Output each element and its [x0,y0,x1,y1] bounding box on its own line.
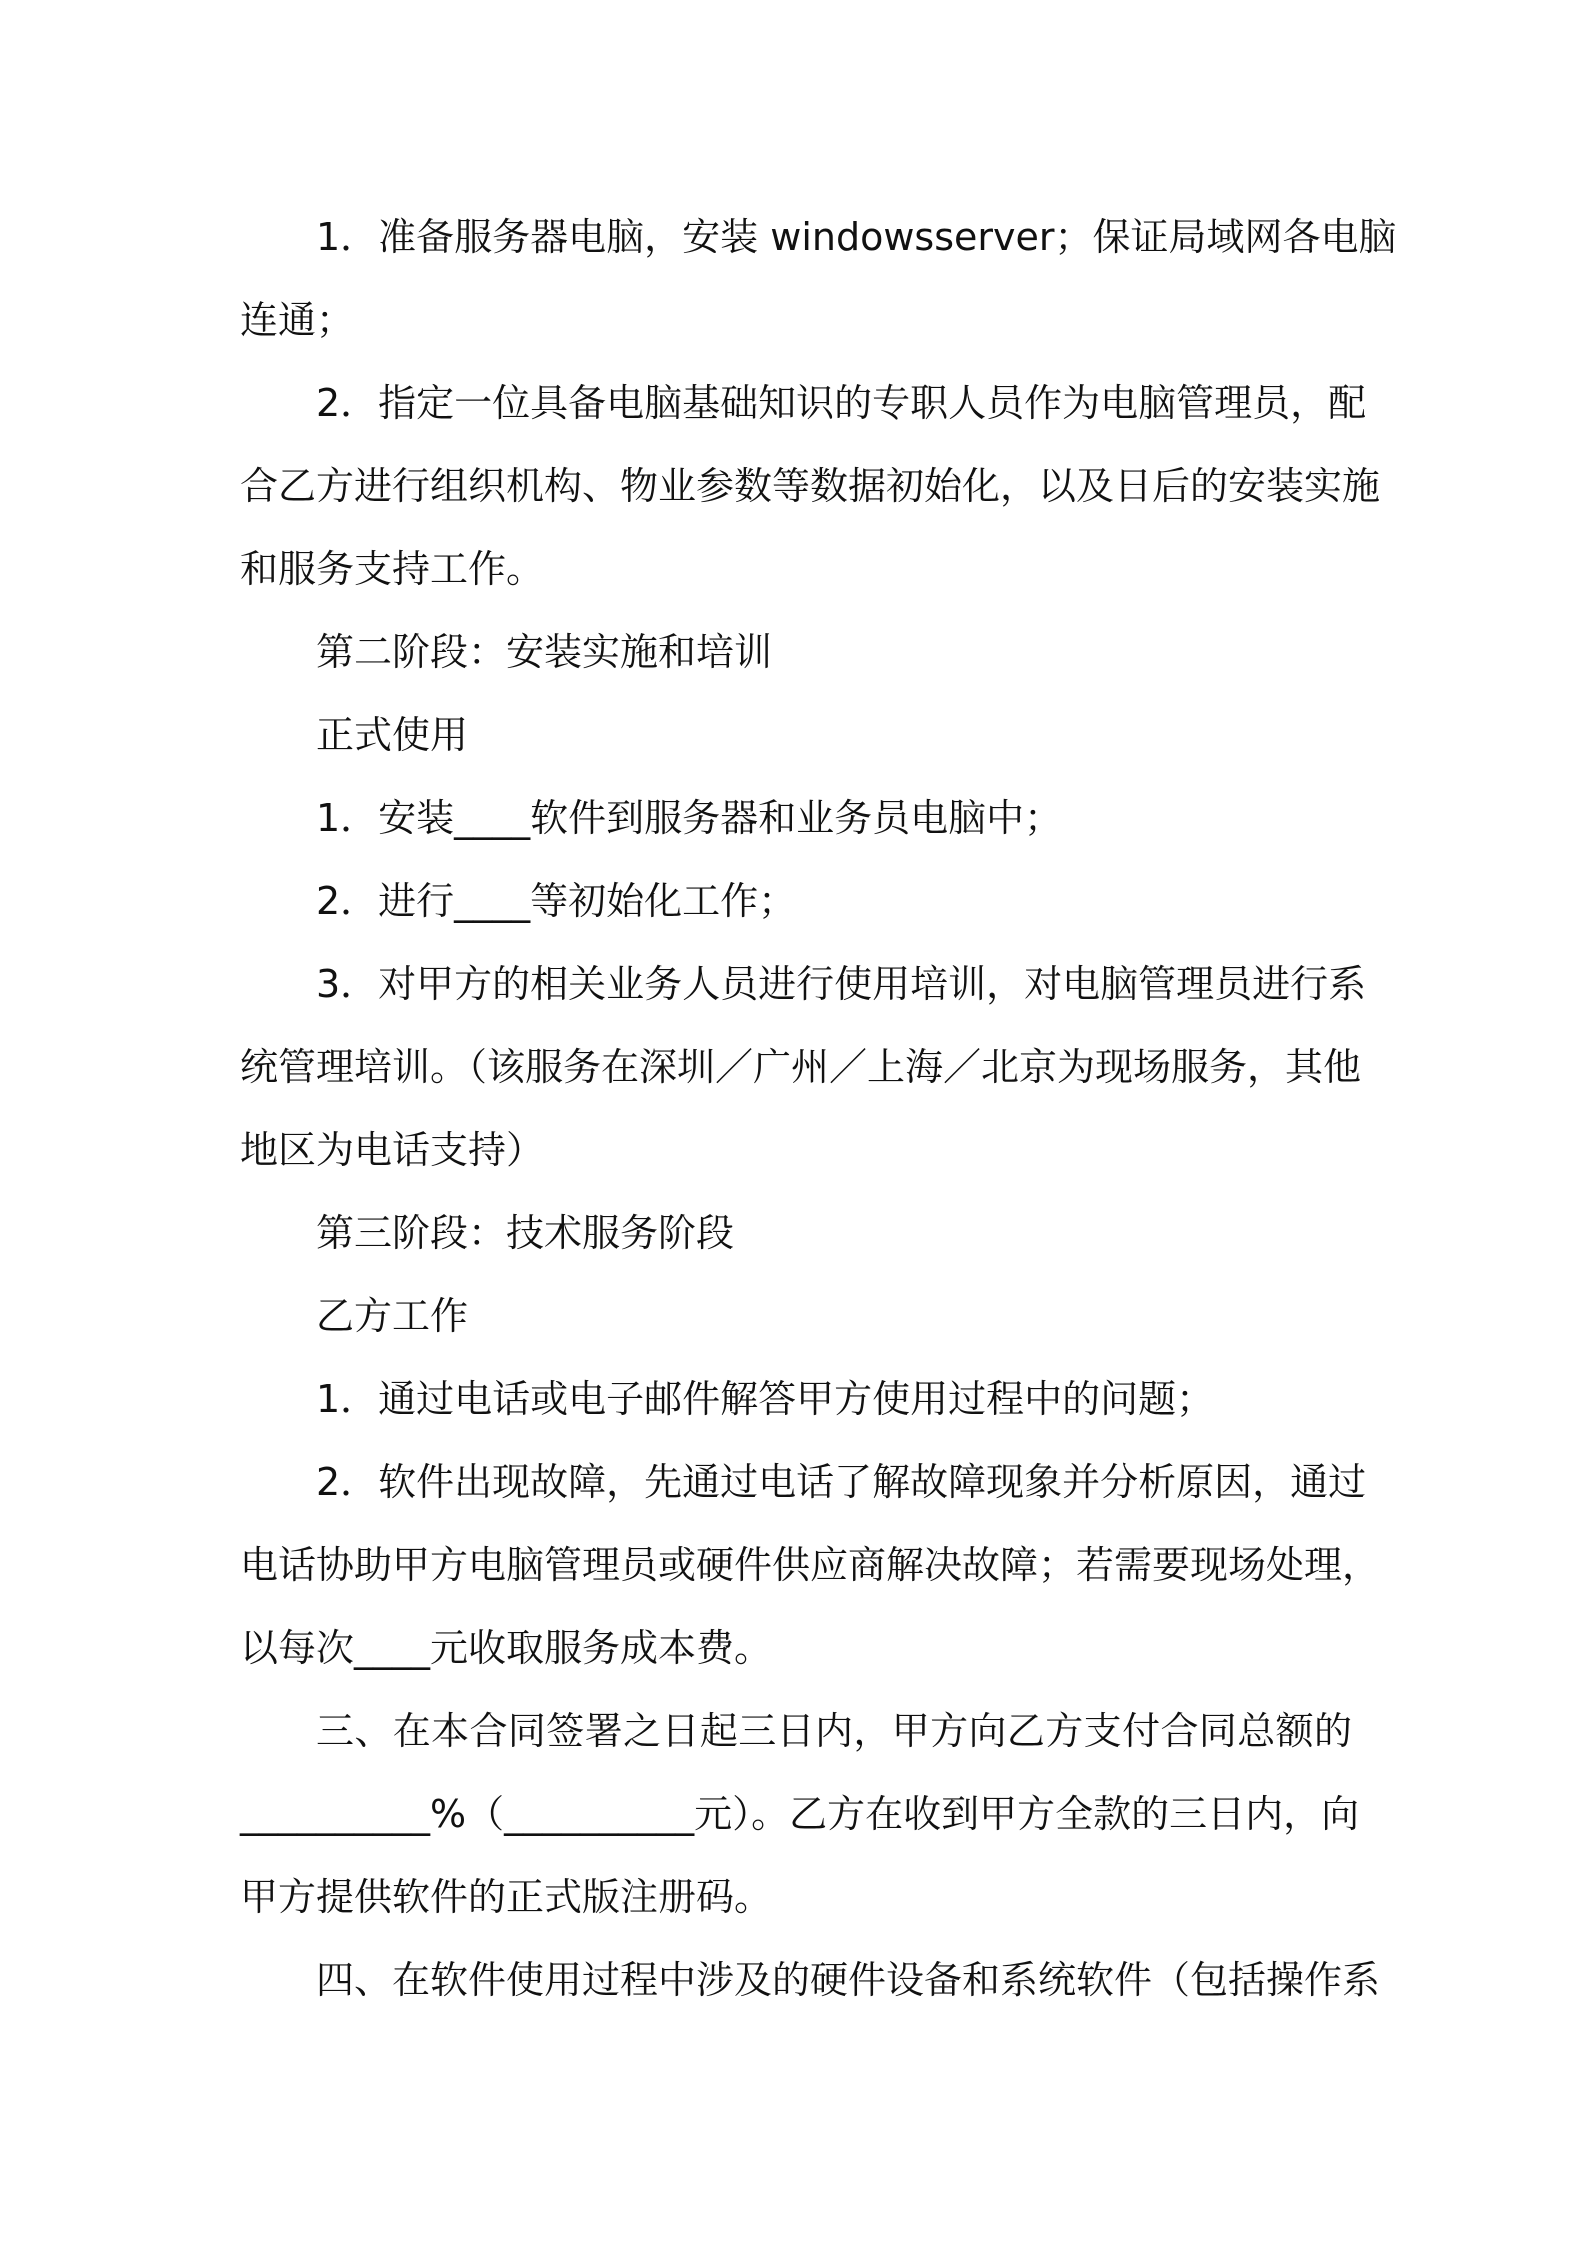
list-item: 2．进行____等初始化工作； [316,879,797,923]
subheading: 正式使用 [316,713,469,757]
list-item: 1．通过电话或电子邮件解答甲方使用过程中的问题； [316,1377,1215,1421]
paragraph-line: 1．准备服务器电脑，安装 windowsserver；保证局域网各电脑 [316,215,1397,259]
paragraph-line: 电话协助甲方电脑管理员或硬件供应商解决故障；若需要现场处理， [240,1543,1381,1587]
paragraph-line: 以每次____元收取服务成本费。 [240,1626,773,1670]
paragraph-line: 和服务支持工作。 [240,547,545,591]
section-heading: 第二阶段：安装实施和培训 [316,630,773,674]
paragraph-line: 地区为电话支持） [240,1128,545,1172]
paragraph-line: 合乙方进行组织机构、物业参数等数据初始化，以及日后的安装实施 [240,464,1381,508]
paragraph-line: 连通； [240,298,355,342]
paragraph-line: 统管理培训。（该服务在深圳／广州／上海／北京为现场服务，其他 [240,1045,1362,1089]
paragraph-line: 三、在本合同签署之日起三日内，甲方向乙方支付合同总额的 [316,1709,1352,1753]
subheading: 乙方工作 [316,1294,469,1338]
paragraph-line: 3．对甲方的相关业务人员进行使用培训，对电脑管理员进行系 [316,962,1367,1006]
paragraph-line: __________%（__________元）。乙方在收到甲方全款的三日内，向 [240,1792,1360,1836]
document-body [240,196,1397,2022]
paragraph-line: 2．软件出现故障，先通过电话了解故障现象并分析原因，通过 [316,1460,1367,1504]
paragraph-line: 四、在软件使用过程中涉及的硬件设备和系统软件（包括操作系 [316,1958,1381,2002]
section-heading: 第三阶段：技术服务阶段 [316,1211,735,1255]
list-item: 1．安装____软件到服务器和业务员电脑中； [316,796,1063,840]
paragraph-line: 2．指定一位具备电脑基础知识的专职人员作为电脑管理员，配 [316,381,1367,425]
paragraph-line: 甲方提供软件的正式版注册码。 [240,1875,773,1919]
